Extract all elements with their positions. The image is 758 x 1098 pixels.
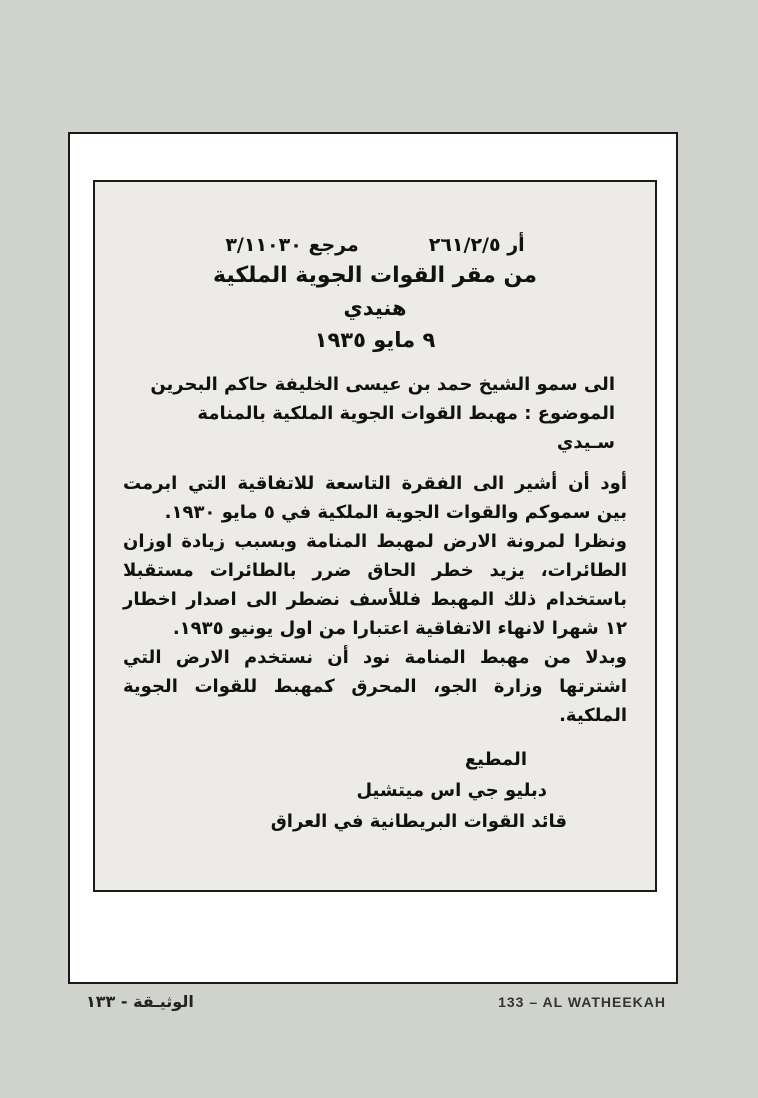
paragraph-2: ونظرا لمرونة الارض لمهبط المنامة وبسبب زيادة اوزان الطائرات، يزيد خطر الحاق ضرر بالطائرات مستقبلا باستخدام ذلك المهبط فللأسف نضطر الى اصدار اخطار ١٢ شهرا لانهاء الاتفاقية اعتبارا من اول يونيو ١٩٣٥. [123,531,627,639]
document-panel [93,180,657,892]
subject-line: الموضوع : مهبط القوات الجوية الملكية بالمنامة [197,403,615,424]
closing: المطيع [464,749,527,770]
footer-english: 133 – AL WATHEEKAH [498,994,666,1010]
place-line: هنيدي [343,296,407,320]
reference-row [123,230,627,260]
signer-title: قائد القوات البريطانية في العراق [270,811,567,832]
recipient-line: الى سمو الشيخ حمد بن عيسى الخليفة حاكم البحرين [150,374,615,395]
reference-right: مرجع ٣/١١٠٣٠ [225,234,359,256]
signature-block [123,744,627,837]
salutation: سـيدي [556,432,615,453]
letter-body [123,230,627,837]
paragraph-1: أود أن أشير الى الفقرة التاسعة للاتفاقية التي ابرمت بين سموكم والقوات الجوية الملكية في ٥ مايو ١٩٣٠. [123,473,627,523]
sender-line: من مقر القوات الجوية الملكية [213,263,537,288]
reference-left: أر ٢٦١/٢/٥ [428,234,525,256]
signer-name: دبليو جي اس ميتشيل [356,780,547,801]
date-line: ٩ مايو ١٩٣٥ [314,328,436,352]
paragraph-3: وبدلا من مهبط المنامة نود أن نستخدم الارض التي اشترتها وزارة الجو، المحرق كمهبط للقوات الجوية الملكية. [123,647,627,726]
footer-arabic: الوثيـقة - ١٣٣ [86,992,194,1011]
